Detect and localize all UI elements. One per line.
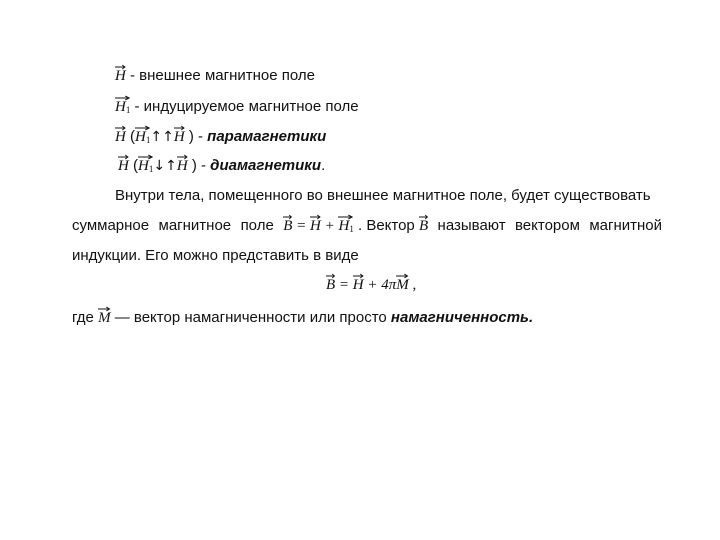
word: магнитное: [158, 217, 232, 234]
paragraph-line-5: где M — вектор намагниченности или просто намагниченность.: [72, 309, 534, 326]
h1-vector-symbol: $H_1$: [135, 128, 150, 149]
b-vector-symbol: B: [283, 217, 292, 235]
h-vector-symbol: H: [353, 276, 364, 294]
definition-induced-field: [115, 98, 359, 119]
m-vector-symbol: M: [396, 276, 409, 294]
induction-sum-formula: B = H + $H_1$ . Вектор B: [283, 217, 428, 238]
word: суммарное: [72, 217, 150, 234]
m-vector-symbol: M: [98, 309, 111, 327]
term-diamagnetics: диамагнетики: [210, 157, 322, 174]
h-vector-symbol: H: [115, 128, 126, 146]
definition-text: - индуцируемое магнитное поле: [130, 98, 359, 115]
word: магнитной: [589, 217, 662, 234]
word: поле: [240, 217, 274, 234]
h-vector-symbol: H: [115, 67, 126, 85]
word: вектором: [515, 217, 580, 234]
b-vector-symbol: B: [326, 276, 335, 294]
definition-paramagnetics: H ( $H_1↑↑$ H ) - парамагнетики: [115, 128, 326, 149]
antiparallel-arrows-icon: ↓↑: [153, 158, 177, 174]
h1-vector-symbol: $H_1$: [138, 157, 153, 178]
definition-external-field: [115, 67, 315, 85]
h-vector-symbol: H: [118, 157, 129, 175]
word: называют: [437, 217, 506, 234]
term-magnetization: намагниченность.: [390, 309, 534, 326]
paragraph-line-1: Внутри тела, помещенного во внешнее магнитное поле, будет существовать: [115, 187, 651, 204]
h-vector-symbol: H: [310, 217, 321, 235]
definition-diamagnetics: H ( $H_1↓↑$ H ) - диамагнетики.: [118, 157, 325, 178]
definition-text: - внешнее магнитное поле: [125, 67, 315, 84]
paragraph-line-3: индукции. Его можно представить в виде: [72, 247, 359, 264]
b-vector-symbol: B: [419, 217, 428, 235]
h-vector-symbol: H: [174, 128, 185, 146]
parallel-arrows-icon: ↑↑: [150, 129, 174, 145]
h1-vector-symbol: $H_1$: [338, 217, 353, 238]
paragraph-line-2: [72, 217, 662, 238]
h-vector-symbol: H: [177, 157, 188, 175]
term-paramagnetics: парамагнетики: [207, 128, 327, 145]
magnetic-induction-formula: B = H + 4π M ,: [326, 276, 416, 294]
h1-vector-symbol: $H_1$: [115, 98, 130, 119]
